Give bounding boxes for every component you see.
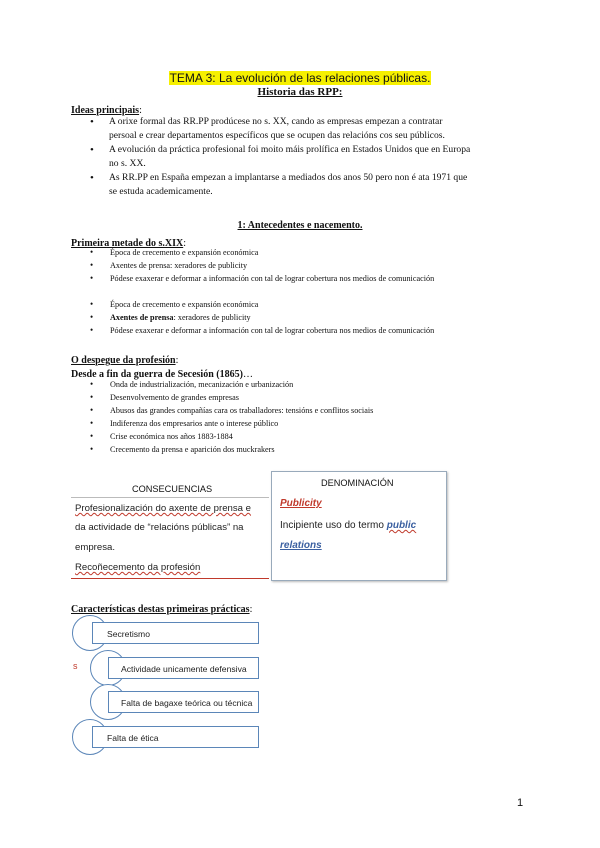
idea-line: As RR.PP en España empezan a implantarse a mediados dos anos 50 pero non é ata 1971 que [109, 172, 468, 183]
consecuencias-title: CONSECUENCIAS [132, 484, 213, 494]
group1-list [75, 246, 565, 285]
flow-step-1: Secretismo [92, 622, 259, 644]
desde-label: Desde a fin da guerra de Secesión (1865) [71, 369, 243, 380]
flow-step-2: Actividade unicamente defensiva [108, 657, 259, 679]
despegue-colon: : [175, 355, 179, 366]
list-item: • Desenvolvemento de grandes empresas [75, 391, 565, 404]
idea-item [75, 171, 545, 199]
consecuencias-line-4-text: Recoñecemento da profesión [75, 562, 201, 573]
denominacion-public: public [386, 520, 417, 531]
page-title [0, 71, 600, 86]
desde-suffix: … [242, 369, 253, 380]
list-item: • Crise económica nos años 1883-1884 [75, 430, 565, 443]
denominacion-prefix: Incipiente uso do termo [280, 520, 387, 531]
idea-item [75, 115, 545, 143]
idea-line: A evolución da práctica profesional foi moito máis prolífica en Estados Unidos que en Europa [109, 144, 471, 155]
primeira-label: Primeira metade do s.XIX [71, 238, 184, 249]
consecuencias-bottom-rule [71, 578, 269, 579]
ideas-list [75, 115, 545, 199]
primeira-colon: : [183, 238, 186, 249]
ideas-label: Ideas principais [71, 105, 140, 116]
stray-mark: s [73, 661, 78, 671]
caracteristicas-colon: : [249, 604, 253, 615]
list-item: • Indiferenza dos empresarios ante o interese público [75, 417, 565, 430]
axentes-bold: Axentes de prensa [110, 313, 174, 322]
consecuencias-line-4 [75, 562, 200, 573]
consecuencias-line-1: Profesionalización do axente de prensa e [75, 503, 252, 514]
list-item: • Época de crecemento e expansión económica [75, 246, 565, 259]
list-item: • Axentes de prensa: xeradores de publicity [75, 259, 565, 272]
caracteristicas-heading [71, 599, 252, 617]
consecuencias-line-2: da actividade de “relacións públicas” na [75, 522, 244, 533]
list-item [75, 311, 565, 324]
consecuencias-top-rule [71, 497, 269, 498]
denominacion-title: DENOMINACIÓN [321, 478, 394, 488]
idea-line: A orixe formal das RR.PP prodúcese no s. XX, cando as empresas empezan a contratar [109, 116, 443, 127]
list-item: • Abusos das grandes compañías cara os traballadores: tensións e conflitos sociais [75, 404, 565, 417]
list-item: • Onda de industrialización, mecanización e urbanización [75, 378, 565, 391]
caracteristicas-label: Características destas primeiras prácticas [71, 604, 250, 615]
denominacion-line2 [280, 520, 416, 531]
list-item: • Crecemento da prensa e aparición dos muckrakers [75, 443, 565, 456]
despegue-label: O despegue da profesión [71, 355, 176, 366]
consecuencias-line [75, 503, 251, 514]
flow-step-3: Falta de bagaxe teórica ou técnica [108, 691, 259, 713]
consecuencias-line-3: empresa. [75, 542, 115, 553]
idea-line: se estuda academicamente. [109, 186, 213, 197]
group3-list [75, 378, 565, 456]
ideas-colon: : [139, 105, 142, 116]
group2-list [75, 298, 565, 337]
denominacion-publicity: Publicity [280, 498, 322, 509]
axentes-rest: : xeradores de publicity [173, 313, 251, 322]
page-number: 1 [517, 797, 524, 809]
idea-line: persoal e crear departamentos específicos que se ocupen das relacións cos seu públicos. [109, 130, 445, 141]
section-heading-history: Historia das RPP: [257, 86, 343, 98]
list-item: • Pódese exaxerar e deformar a información con tal de lograr cobertura nos medios de comunicación [75, 324, 565, 337]
list-item: • Pódese exaxerar e deformar a información con tal de lograr cobertura nos medios de comunicación [75, 272, 565, 285]
idea-line: no s. XX. [109, 158, 146, 169]
flow-step-4: Falta de ética [92, 726, 259, 748]
idea-item [75, 143, 545, 171]
denominacion-relations: relations [280, 540, 322, 551]
title-highlight: TEMA 3: La evolución de las relaciones públicas. [169, 71, 431, 85]
section-heading-antecedentes: 1: Antecedentes e nacemento. [237, 220, 363, 231]
list-item: • Época de crecemento e expansión económica [75, 298, 565, 311]
